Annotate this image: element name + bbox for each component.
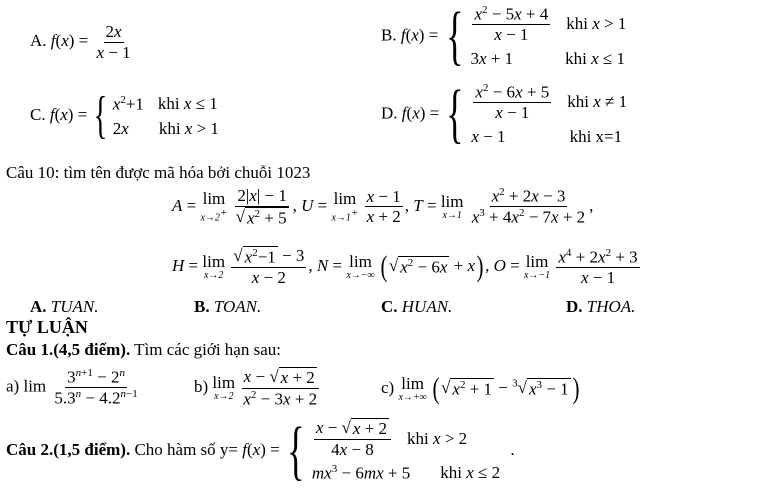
question-1c-label: c) [381, 377, 395, 397]
piecewise-cases: $\frac{x^2 - 5x + 4}{x - 1}$ khi x > 1 3x + 1 khi x ≤ 1 [470, 4, 627, 68]
question-1-head: Câu 1.(4,5 điểm). [6, 340, 131, 359]
option-b: B. f(x) = { $\frac{x^2 - 5x + 4}{x - 1}$ khi x > 1 3x + 1 khi x ≤ 1 [381, 0, 627, 73]
choice-c [381, 297, 452, 317]
question-2: Câu 2.(1,5 điểm). Cho hàm số y= f(x) = { x − √ x + 2 4x − 8 khi x > 2 $mx^3 - 6mx + 5$ khi x ≤ 2 . [6, 413, 515, 487]
option-c-label: C. [30, 105, 46, 125]
brace: { [287, 413, 305, 487]
question-2-head: Câu 2.(1,5 điểm). [6, 439, 131, 459]
choice-c-value: HUAN. [401, 297, 453, 316]
question-2-text: Cho hàm số y= [134, 439, 239, 459]
choice-a [30, 297, 99, 317]
choice-c-label: C. [381, 297, 398, 316]
choice-d [566, 297, 635, 317]
fraction: $\frac{2x}{x - 1}$ [96, 22, 131, 62]
question-1a: a) lim $\frac{3^{n+1} - 2^n}{5.3^n - 4.2^{n-1}}$ [6, 367, 138, 408]
choice-a-value: TUAN. [50, 297, 99, 316]
brace: { [446, 77, 465, 151]
question-1-text: Tìm các giới hạn sau: [134, 340, 281, 359]
choice-d-value: THOA. [586, 297, 636, 316]
section-title: TỰ LUẬN [6, 317, 88, 337]
option-d-label: D. [381, 103, 398, 123]
option-c: C. f(x) = { $x^2+1$ khi x ≤ 1 2x khi x > 1 [30, 87, 219, 145]
choice-b-value: TOAN. [213, 297, 262, 316]
brace: { [445, 0, 464, 73]
option-a-formula: f [50, 30, 56, 50]
choice-b [194, 297, 261, 317]
question-1a-label: a) [6, 376, 20, 396]
question-10-text: Câu 10: tìm tên được mã hóa bởi chuỗi 1023 [6, 163, 311, 182]
piecewise-cases: $x^2+1$ khi x ≤ 1 2x khi x > 1 [112, 94, 219, 138]
option-b-label: B. [381, 25, 397, 45]
option-d: D. f(x) = { $\frac{x^2 - 6x + 5}{x - 1}$ khi x ≠ 1 x − 1 khi x=1 [381, 77, 628, 151]
option-a: A. f(x) = $\frac{2x}{x - 1}$ [30, 22, 131, 62]
question-1b-label: b) [194, 376, 209, 396]
limits-line-2: H = lim x→2 √ $x^2-1$ − 3 x − 2 , N = lim x→−∞ (√ $x^2 - 6x$ + x), O = lim x→−1 $\frac{x^4 + 2x^2 + 3}{x - 1}$ [172, 246, 638, 288]
choice-d-label: D. [566, 297, 583, 316]
piecewise-cases: x − √ x + 2 4x − 8 khi x > 2 $mx^3 - 6mx + 5$ khi x ≤ 2 [311, 418, 501, 483]
limits-line-1: A = lim x→2+ 2|x| − 1 √ $x^2 + 5$ , U = lim x→1+ $\frac{x - 1}{x + 2}$ , T = lim x→1 $\frac{x^2 + 2x - 3}{x^3 + 4x^2 - 7x + 2}$ , [172, 186, 594, 228]
brace: { [93, 87, 107, 145]
piecewise-cases: $\frac{x^2 - 6x + 5}{x - 1}$ khi x ≠ 1 x − 1 khi x=1 [471, 82, 628, 146]
question-1c: c) lim x→+∞ (√ $x^2 + 1$ − $^3$√ $x^3 - 1$ ) [381, 372, 580, 405]
choice-b-label: B. [194, 297, 210, 316]
question-1b: b) lim x→2 x − √ x + 2 $x^2 - 3x + 2$ [194, 367, 318, 409]
option-a-label: A. [30, 30, 47, 50]
choice-a-label: A. [30, 297, 47, 316]
question-1 [6, 340, 281, 360]
